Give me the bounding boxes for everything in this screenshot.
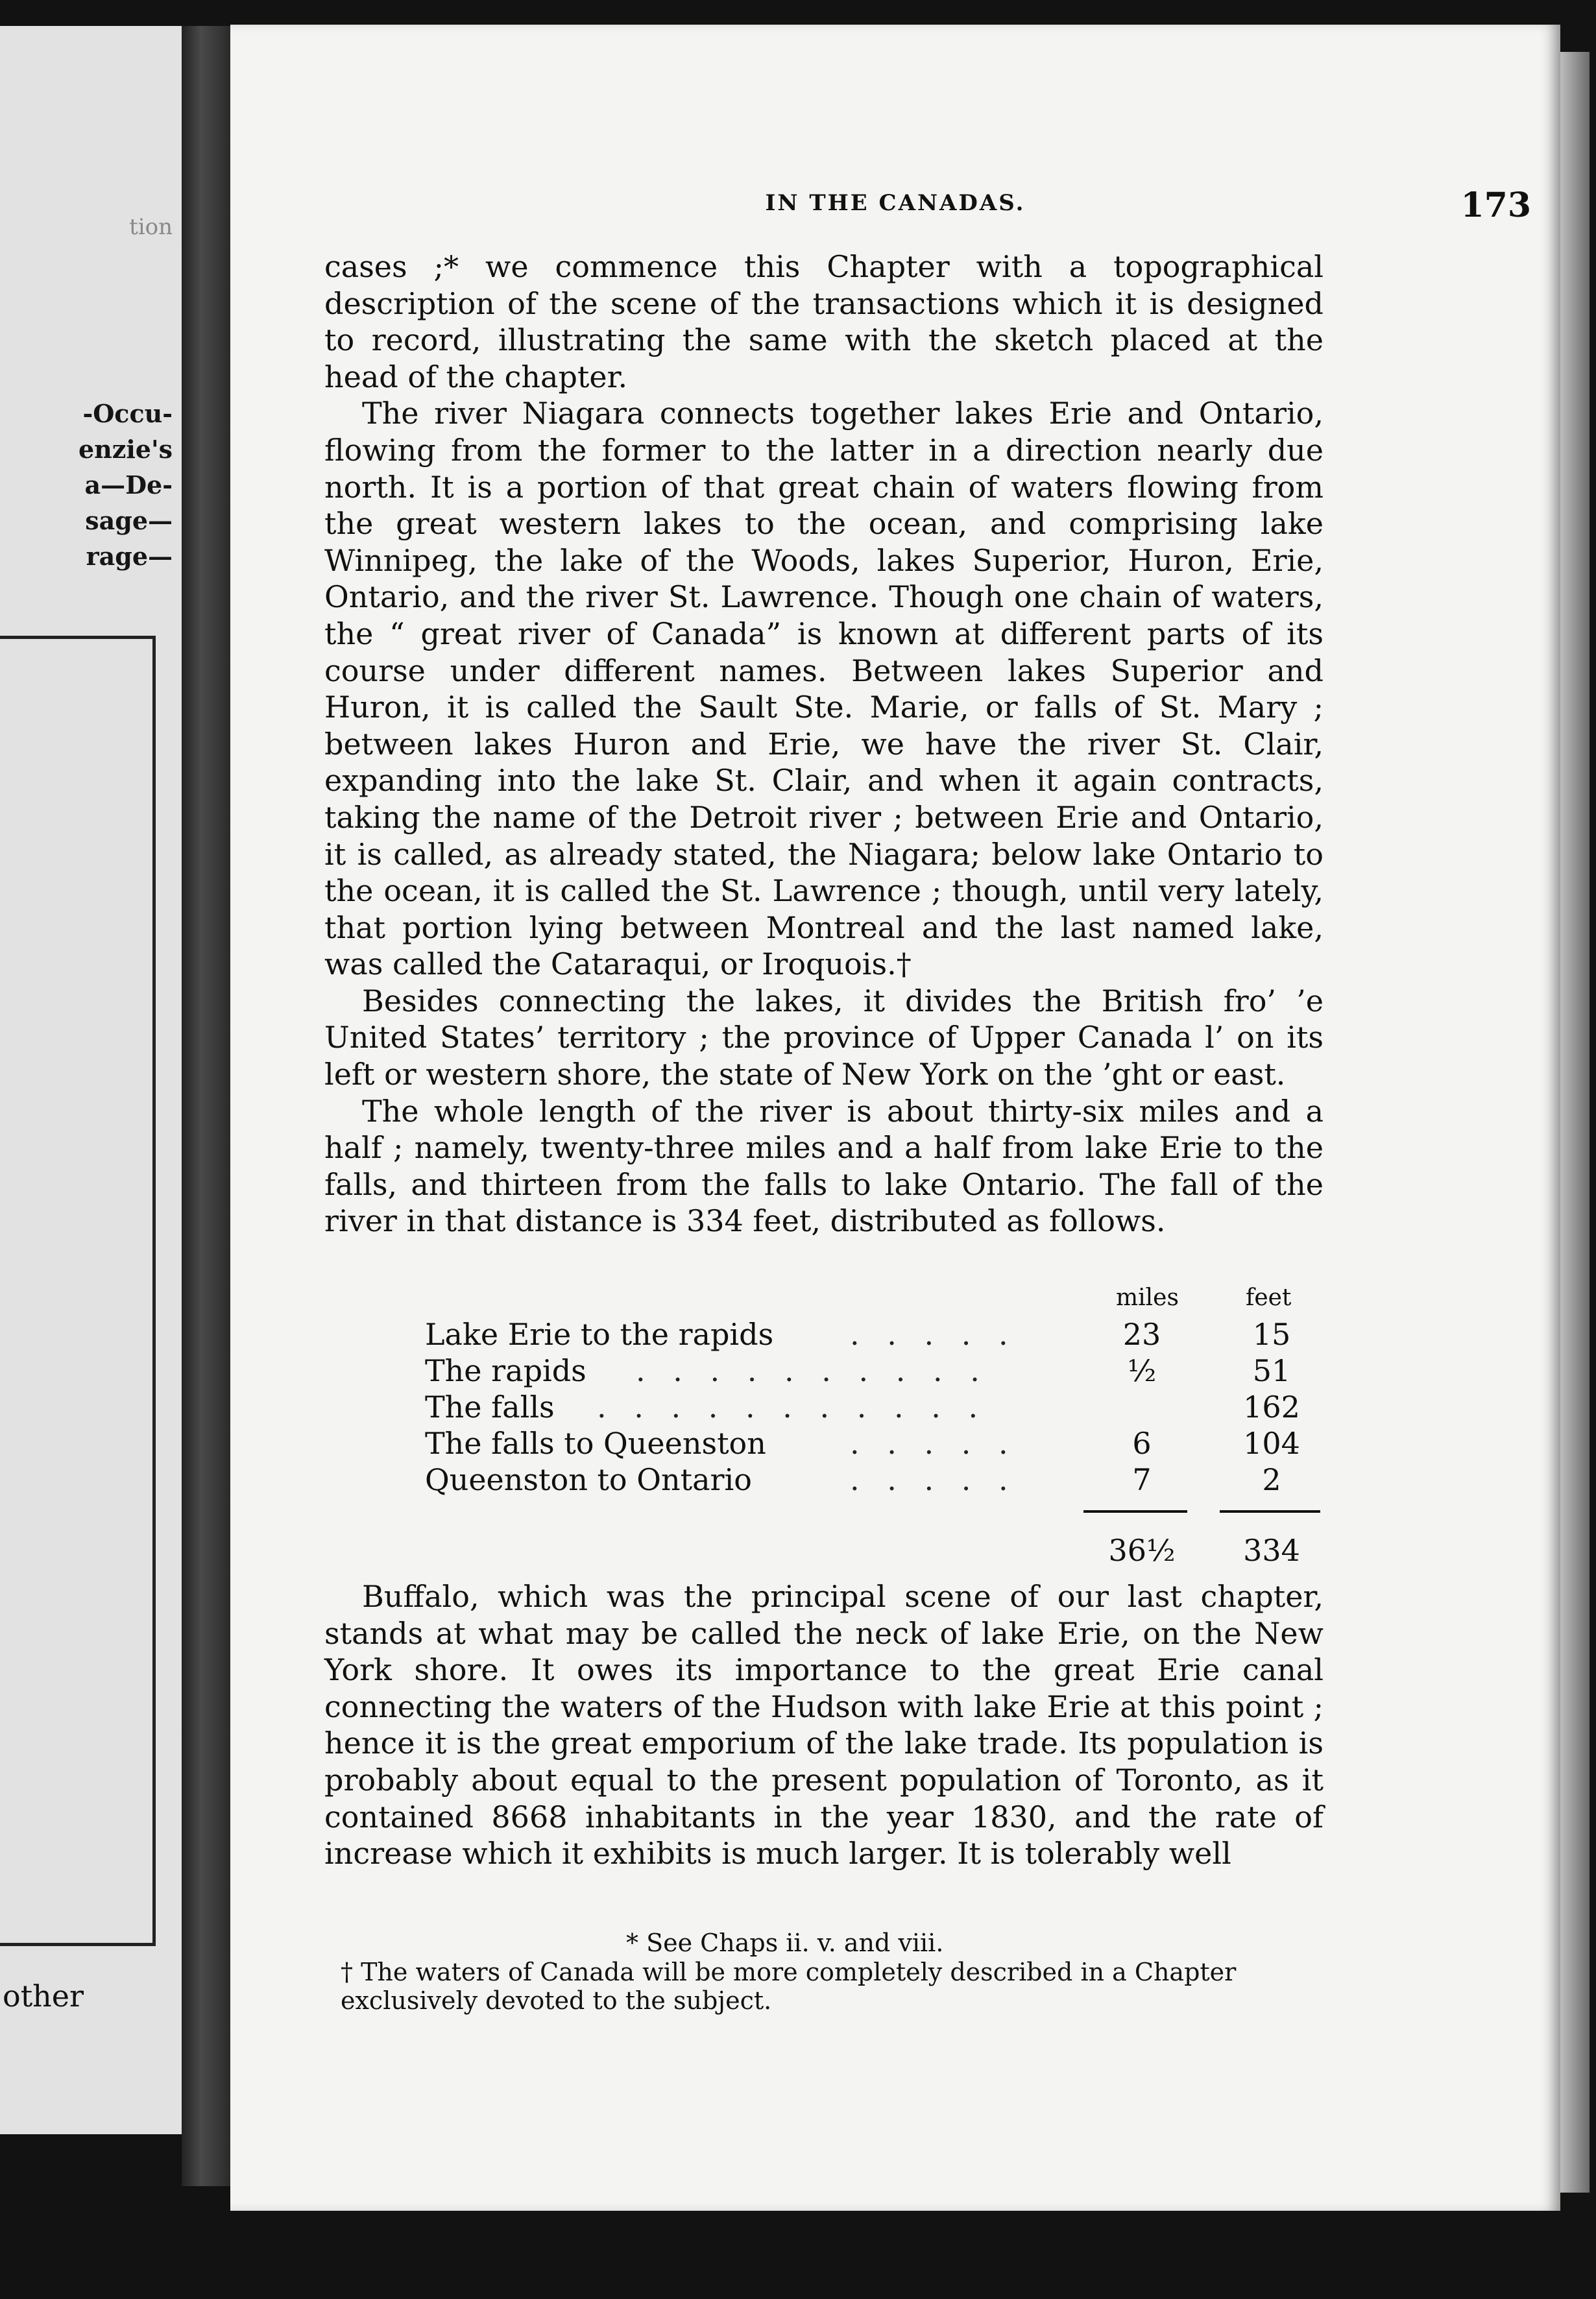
body-text-top: [324, 248, 1324, 1240]
row-miles: 23: [1122, 1317, 1161, 1352]
column-header-feet: feet: [1246, 1284, 1292, 1311]
body-text-bottom: [324, 1578, 1324, 1872]
left-page-fragment-text: tion: [129, 214, 173, 240]
row-label: The rapids: [425, 1353, 586, 1388]
total-feet: 334: [1243, 1533, 1300, 1568]
row-feet: 51: [1252, 1353, 1291, 1388]
footnote-dagger: [341, 1958, 1353, 2015]
leader-dots: . . . . .: [850, 1317, 1017, 1352]
table-row: [324, 1353, 1324, 1390]
row-miles: 6: [1132, 1426, 1152, 1461]
table-row: [324, 1390, 1324, 1426]
paragraph: cases ;* we commence this Chapter with a topographical description of the scene of the transactions which it is designed to record, illustrating the same with the sketch placed at the head of the chapter.: [324, 249, 1324, 394]
leader-dots: . . . . .: [850, 1426, 1017, 1461]
table-row: [324, 1462, 1324, 1499]
paragraph: The river Niagara connects together lakes Erie and Ontario, flowing from the former to the latter in a direction nearly due north. It is a portion of that great chain of waters flowing from the great western lakes to the ocean, and comprising lake Winnipeg, the lake of the Woods, lakes Superior, Huron, Erie, Ontario, and the river St. Lawrence. Though one chain of waters, the “ great river of Canada” is known at different parts of its course under different names. Between lakes Superior and Huron, it is called the Sault Ste. Marie, or falls of St. Mary ; between lakes Huron and Erie, we have the river St. Clair, expanding into the lake St. Clair, and when it again contracts, taking the name of the Detroit river ; between Erie and Ontario, it is called, as already stated, the Niagara; below lake Ontario to the ocean, it is called the St. Lawrence ; though, until very lately, that portion lying between Montreal and the last named lake, was called the Cataraqui, or Iroquois.†: [324, 396, 1324, 982]
page-number: 173: [1460, 186, 1531, 225]
paragraph: Buffalo, which was the principal scene of our last chapter, stands at what may be called the neck of lake Erie, on the New York shore. It owes its importance to the great Erie canal connecting the waters of the Hudson with lake Erie at this point ; hence it is the great emporium of the lake trade. Its population is probably about equal to the present population of Toronto, as it contained 8668 inhabitants in the year 1830, and the rate of increase which it exhibits is much larger. It is tolerably well: [324, 1579, 1324, 1872]
row-label: Queenston to Ontario: [425, 1462, 752, 1497]
left-page-fragment-text: a—De-: [84, 470, 173, 500]
leader-dots: . . . . .: [850, 1462, 1017, 1497]
footnote-star: * See Chaps ii. v. and viii.: [626, 1929, 944, 1957]
row-miles: ½: [1127, 1353, 1157, 1388]
running-head: IN THE CANADAS.: [765, 190, 1026, 216]
map-sketch-edge: [0, 636, 156, 1946]
total-rule-miles: [1083, 1510, 1187, 1513]
left-page-fragment-text: enzie's: [78, 435, 173, 464]
row-label: The falls to Queenston: [425, 1426, 766, 1461]
page-edge-shadow: [1560, 52, 1590, 2193]
row-miles: 7: [1132, 1462, 1152, 1497]
row-feet: 2: [1262, 1462, 1281, 1497]
left-page-fragment-text: -Occu-: [82, 399, 173, 428]
total-miles: 36½: [1108, 1533, 1176, 1568]
row-label: Lake Erie to the rapids: [425, 1317, 774, 1352]
table-row: [324, 1317, 1324, 1353]
leader-dots: . . . . . . . . . . .: [597, 1390, 987, 1425]
row-feet: 104: [1243, 1426, 1300, 1461]
left-page-fragment-text: sage—: [85, 506, 173, 535]
left-page-fragment: [0, 26, 182, 2134]
paragraph: Besides connecting the lakes, it divides the British fro’ ’e United States’ territory ; the province of Upper Canada l’ on its left or western shore, the state of New York on the ’ght or east.: [324, 983, 1324, 1092]
row-feet: 15: [1252, 1317, 1291, 1352]
leader-dots: . . . . . . . . . .: [636, 1353, 989, 1388]
total-rule-feet: [1220, 1510, 1320, 1513]
book-page: [230, 25, 1560, 2211]
row-feet: 162: [1243, 1390, 1300, 1425]
left-page-bottom-word: other: [3, 1979, 84, 2014]
footnote-line: † The waters of Canada will be more completely described in a Chapter: [341, 1958, 1237, 1986]
table-row: [324, 1426, 1324, 1462]
left-page-fragment-text: rage—: [86, 542, 173, 571]
table-total-row: [324, 1533, 1324, 1569]
row-label: The falls: [425, 1390, 555, 1425]
paragraph: The whole length of the river is about thirty-six miles and a half ; namely, twenty-three miles and a half from lake Erie to the falls, and thirteen from the falls to lake Ontario. The fall of the river in that distance is 334 feet, distributed as follows.: [324, 1093, 1324, 1239]
footnote-line: exclusively devoted to the subject.: [341, 1986, 772, 2015]
column-header-miles: miles: [1116, 1284, 1179, 1311]
book-gutter: [182, 26, 230, 2186]
